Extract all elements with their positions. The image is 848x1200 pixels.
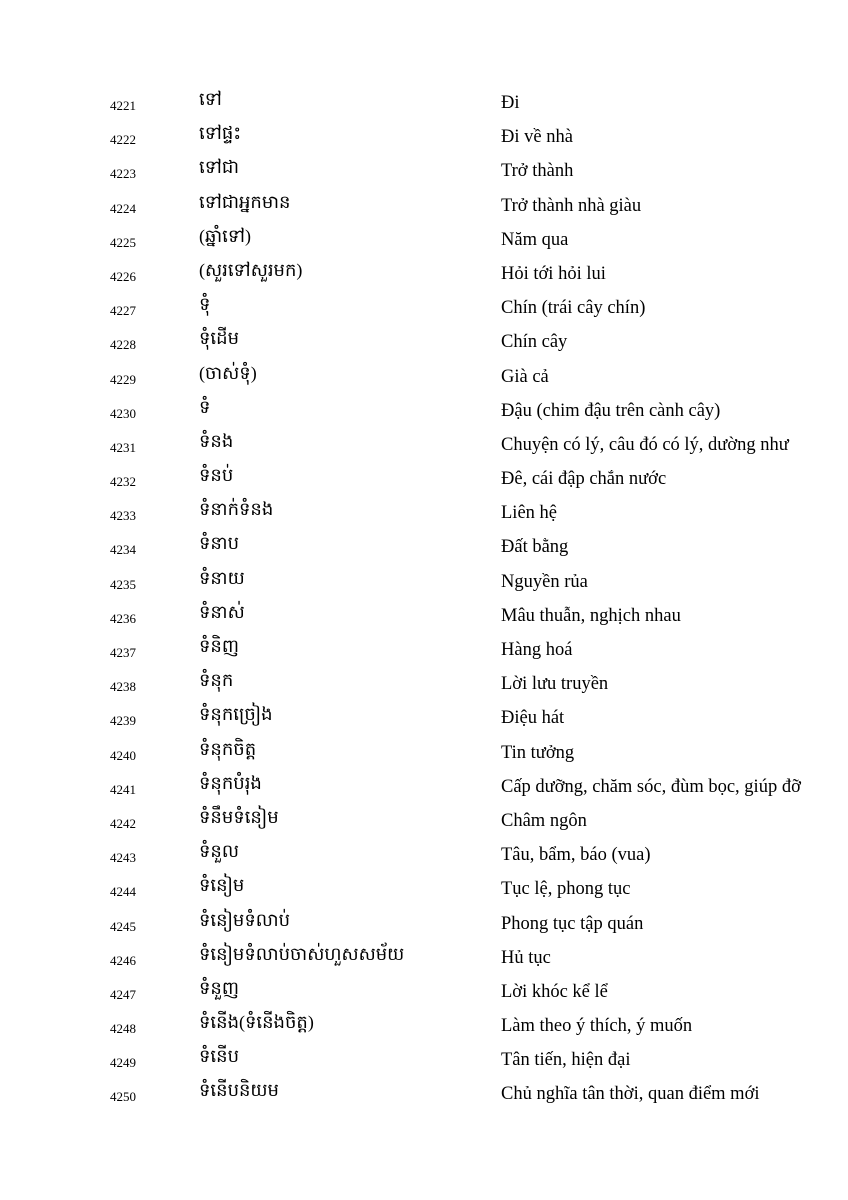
vietnamese-translation: Lời khóc kể lể [501, 981, 608, 1002]
khmer-term: ទុំដើម [199, 328, 239, 349]
entry-number: 4229 [110, 371, 136, 387]
khmer-term: ទំនុកបំរុង [199, 772, 262, 793]
vietnamese-translation: Tâu, bẩm, báo (vua) [501, 845, 651, 866]
khmer-term: ទំនឹមទំនៀម [199, 806, 279, 827]
dictionary-entry [0, 394, 848, 428]
entry-number: 4244 [110, 884, 136, 900]
entry-number: 4236 [110, 610, 136, 626]
dictionary-entry [0, 941, 848, 975]
dictionary-entry [0, 1009, 848, 1043]
vietnamese-translation: Đậu (chim đậu trên cành cây) [501, 400, 721, 421]
dictionary-entry [0, 120, 848, 154]
khmer-term: ទំនាប [199, 533, 239, 554]
vietnamese-translation: Chuyện có lý, câu đó có lý, dường như [501, 434, 789, 455]
khmer-term: ទំនង [199, 430, 234, 451]
vietnamese-translation: Hàng hoá [501, 640, 573, 660]
khmer-term: ទៅផ្ទះ [199, 123, 242, 144]
entry-number: 4242 [110, 815, 136, 831]
entry-number: 4233 [110, 508, 136, 524]
entry-number: 4231 [110, 439, 136, 455]
entry-number: 4225 [110, 234, 136, 250]
khmer-term: ទំនើប [199, 1046, 239, 1067]
vietnamese-translation: Chủ nghĩa tân thời, quan điểm mới [501, 1084, 760, 1105]
entry-number: 4241 [110, 781, 136, 797]
khmer-term: ទំនាយ [199, 567, 245, 588]
dictionary-entry [0, 770, 848, 804]
dictionary-entry [0, 530, 848, 564]
dictionary-entry [0, 462, 848, 496]
khmer-term: ទំនុក [199, 670, 234, 691]
dictionary-entry [0, 428, 848, 462]
vietnamese-translation: Đi [501, 93, 520, 113]
dictionary-entry [0, 223, 848, 257]
vietnamese-translation: Cấp dưỡng, chăm sóc, đùm bọc, giúp đỡ [501, 776, 801, 797]
dictionary-entry [0, 736, 848, 770]
vietnamese-translation: Chín cây [501, 332, 568, 353]
dictionary-entry [0, 360, 848, 394]
vietnamese-translation: Tin tưởng [501, 742, 575, 763]
vietnamese-translation: Hủ tục [501, 947, 551, 968]
khmer-term: ទំនួល [199, 841, 239, 862]
entry-number: 4224 [110, 200, 136, 216]
khmer-term: ទំនាក់ទំនង [199, 499, 274, 520]
vietnamese-translation: Đất bằng [501, 537, 569, 558]
entry-number: 4234 [110, 542, 136, 558]
khmer-term: ទំនួញ [199, 977, 239, 998]
vietnamese-translation: Phong tục tập quán [501, 913, 644, 934]
khmer-term: ទំនាស់ [199, 601, 245, 622]
khmer-term: ទំនិញ [199, 636, 239, 656]
dictionary-entry [0, 975, 848, 1009]
dictionary-entry [0, 565, 848, 599]
dictionary-entry [0, 496, 848, 530]
vietnamese-translation: Đi về nhà [501, 127, 573, 148]
vietnamese-translation: Điệu hát [501, 708, 565, 729]
dictionary-entry [0, 804, 848, 838]
khmer-term: ទៅជាអ្នកមាន [199, 191, 291, 212]
khmer-term: ទំនប់ [199, 465, 234, 486]
vietnamese-translation: Nguyền rủa [501, 571, 588, 592]
vietnamese-translation: Lời lưu truyền [501, 674, 609, 695]
entry-number: 4235 [110, 576, 136, 592]
dictionary-entry [0, 325, 848, 359]
khmer-term: ទំនើង(ទំនើងចិត្ត) [199, 1012, 314, 1033]
khmer-term: ទំនៀមទំលាប់ចាស់ហួសសម័យ [199, 943, 405, 964]
entry-number: 4232 [110, 474, 136, 490]
vietnamese-translation: Làm theo ý thích, ý muốn [501, 1016, 693, 1037]
entry-number: 4238 [110, 679, 136, 695]
dictionary-entry [0, 701, 848, 735]
entry-number: 4223 [110, 166, 136, 182]
vietnamese-translation: Châm ngôn [501, 810, 587, 831]
khmer-term: ទៅជា [199, 157, 239, 178]
vietnamese-translation: Mâu thuẫn, nghịch nhau [501, 605, 681, 626]
dictionary-entry [0, 907, 848, 941]
khmer-term: ទំនៀម [199, 875, 245, 896]
vietnamese-translation: Hỏi tới hỏi lui [501, 263, 606, 284]
entry-number: 4249 [110, 1055, 136, 1071]
khmer-term: (ឆ្នាំទៅ) [199, 225, 251, 246]
khmer-term: (ចាស់ទុំ) [199, 362, 257, 383]
entry-number: 4228 [110, 337, 136, 353]
khmer-term: ទៅ [199, 89, 222, 109]
vietnamese-translation: Trở thành nhà giàu [501, 195, 642, 216]
dictionary-entry [0, 1077, 848, 1111]
vietnamese-translation: Già cả [501, 366, 549, 387]
vietnamese-translation: Tục lệ, phong tục [501, 879, 631, 900]
khmer-term: ទំនុកចិត្ត [199, 738, 257, 759]
vietnamese-translation: Liên hệ [501, 503, 557, 524]
entry-number: 4250 [110, 1089, 136, 1105]
entry-number: 4239 [110, 713, 136, 729]
entry-number: 4245 [110, 918, 136, 934]
dictionary-entry [0, 599, 848, 633]
khmer-term: (សួរទៅសួរមក) [199, 259, 303, 280]
dictionary-entry [0, 257, 848, 291]
entry-number: 4230 [110, 405, 136, 421]
entry-number: 4243 [110, 850, 136, 866]
dictionary-entry [0, 154, 848, 188]
entry-number: 4227 [110, 303, 136, 319]
khmer-term: ទំនើបនិយម [199, 1080, 279, 1101]
entry-number: 4221 [110, 98, 136, 113]
entry-number: 4240 [110, 747, 136, 763]
dictionary-entry [0, 633, 848, 667]
dictionary-entry [0, 1043, 848, 1077]
vietnamese-translation: Chín (trái cây chín) [501, 298, 646, 319]
entry-number: 4246 [110, 952, 136, 968]
entry-number: 4247 [110, 986, 136, 1002]
dictionary-entry [0, 189, 848, 223]
dictionary-entry [0, 872, 848, 906]
dictionary-entry [0, 86, 848, 120]
vietnamese-translation: Đê, cái đập chắn nước [501, 469, 667, 490]
vietnamese-translation: Trở thành [501, 161, 574, 182]
dictionary-entry [0, 667, 848, 701]
entry-number: 4237 [110, 645, 136, 660]
khmer-term: ទុំ [199, 294, 211, 315]
entry-number: 4248 [110, 1021, 136, 1037]
vietnamese-translation: Tân tiến, hiện đại [501, 1050, 631, 1071]
entry-list [0, 86, 848, 1112]
dictionary-entry [0, 291, 848, 325]
vietnamese-translation: Năm qua [501, 229, 569, 250]
entry-number: 4222 [110, 132, 136, 148]
khmer-term: ទំនុកច្រៀង [199, 704, 273, 725]
dictionary-entry [0, 838, 848, 872]
entry-number: 4226 [110, 268, 136, 284]
khmer-term: ទំនៀមទំលាប់ [199, 909, 291, 930]
khmer-term: ទំ [199, 396, 211, 417]
